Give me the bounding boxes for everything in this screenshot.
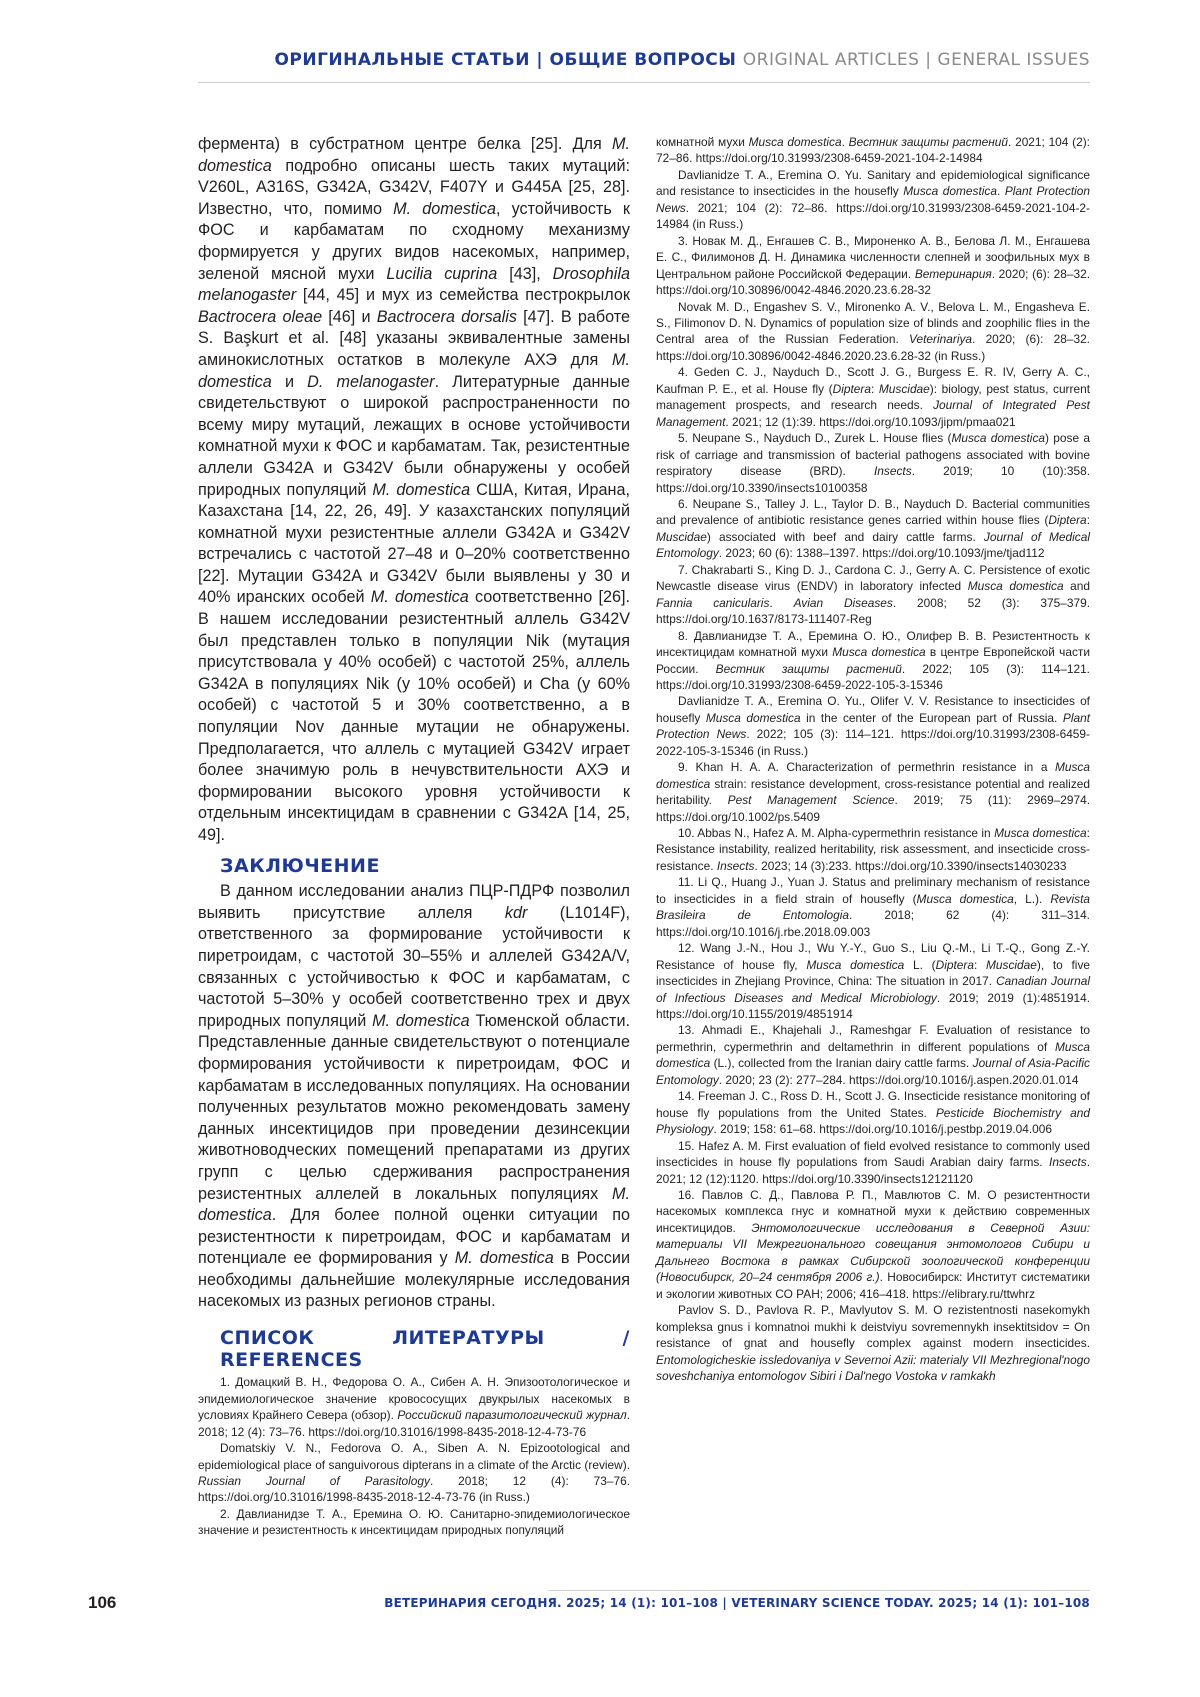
reference-entry: 11. Li Q., Huang J., Yuan J. Status and preliminary mechanism of resistance to insecticides in a field strain of housefly (Musca domestica, L.). Revista Brasileira de Entomologia. 2018; 62 (4): 311–314. https://doi.org/10.1016/j.rbe.2018.09.003 [656,874,1090,940]
reference-entry: 7. Chakrabarti S., King D. J., Cardona C. J., Gerry A. C. Persistence of exotic Newcastle disease virus (ENDV) in laboratory infected Musca domestica and Fannia canicularis. Avian Diseases. 2008; 52 (3): 375–379. https://doi.org/10.1637/8173-111407-Reg [656,562,1090,628]
header-divider [198,82,1090,83]
body-paragraph-conclusion: В данном исследовании анализ ПЦР-ПДРФ позволил выявить присутствие аллеля kdr (L1014F), ответственного за формирование устойчивости к пиретроидам, с частотой 30–55% и аллелей G342A/V, связанных с устойчивостью к ФОС и карбаматам, с частотой 5–30% у особей соответственно трех и двух природных популяций M. domestica Тюменской области. Представленные данные свидетельствуют о потенциале формирования устойчивости к пиретроидам, ФОС и карбаматам в исследованных популяциях. На основании полученных результатов можно рекомендовать замену данных инсектицидов при проведении дезинсекции животноводческих помещений препаратами из других групп с целью сдерживания распространения резистентных аллелей в локальных популяциях M. domestica. Для более полной оценки ситуации по резистентности к пиретроидам, ФОС и карбаматам и потенциале ее формирования у M. domestica в России необходимы дальнейшие молекулярные исследования насекомых из разных регионов страны. [198,881,630,1313]
right-column-references [656,134,1090,1384]
references-list-left [198,1374,630,1539]
reference-entry: 10. Abbas N., Hafez A. M. Alpha-cypermethrin resistance in Musca domestica: Resistance instability, realized heritability, risk assessment, and insecticide cross-resistance. Insects. 2023; 14 (3):233. https://doi.org/10.3390/insects14030233 [656,825,1090,874]
reference-entry: 2. Давлианидзе Т. А., Еремина О. Ю. Санитарно-эпидемиологическое значение и резистентность к инсектицидам природных популяций [198,1506,630,1539]
reference-entry: 3. Новак М. Д., Енгашев С. В., Мироненко А. В., Белова Л. М., Енгашева Е. С., Филимонов Д. Н. Динамика численности слепней и зоофильных мух в Центральном районе Российской Федерации. Ветеринария. 2020; (6): 28–32. https://doi.org/10.30896/0042-4846.2020.23.6.28-32 [656,233,1090,299]
reference-entry: 1. Домацкий В. Н., Федорова О. А., Сибен А. Н. Эпизоотологическое и эпидемиологическое значение кровососущих двукрылых насекомых в условиях Крайнего Севера (обзор). Российский паразитологический журнал. 2018; 12 (4): 73–76. https://doi.org/10.31016/1998-8435-2018-12-4-73-76 [198,1374,630,1440]
page-number: 106 [88,1593,116,1613]
reference-entry: 14. Freeman J. C., Ross D. H., Scott J. G. Insecticide resistance monitoring of house fly populations from the United States. Pesticide Biochemistry and Physiology. 2019; 158: 61–68. https://doi.org/10.1016/j.pestbp.2019.04.006 [656,1088,1090,1137]
left-column [198,134,630,1539]
footer-divider [548,1590,1090,1591]
conclusion-heading: ЗАКЛЮЧЕНИЕ [198,856,630,878]
reference-entry: 9. Khan H. A. A. Characterization of permethrin resistance in a Musca domestica strain: resistance development, cross-resistance potential and realized heritability. Pest Management Science. 2019; 75 (11): 2969–2974. https://doi.org/10.1002/ps.5409 [656,759,1090,825]
reference-entry: 6. Neupane S., Talley J. L., Taylor D. B., Nayduch D. Bacterial communities and prevalence of antibiotic resistance genes carried within house flies (Diptera: Muscidae) associated with beef and dairy cattle farms. Journal of Medical Entomology. 2023; 60 (6): 1388–1397. https://doi.org/10.1093/jme/tjad112 [656,496,1090,562]
reference-entry: 16. Павлов С. Д., Павлова Р. П., Мавлютов С. М. О резистентности насекомых комплекса гнус и комнатной мухи к действию современных инсектицидов. Энтомологические исследования в Северной Азии: материалы VII Межрегионального совещания энтомологов Сибири и Дальнего Востока в рамках Сибирской зоологической конференции (Новосибирск, 20–24 сентября 2006 г.). Новосибирск: Институт систематики и экологии животных СО РАН; 2006; 416–418. https://elibrary.ru/ttwhrz [656,1187,1090,1302]
header-section-ru: ОРИГИНАЛЬНЫЕ СТАТЬИ | ОБЩИЕ ВОПРОСЫ [274,50,736,70]
reference-entry: 8. Давлианидзе Т. А., Еремина О. Ю., Олифер В. В. Резистентность к инсектицидам комнатной мухи Musca domestica в центре Европейской части России. Вестник защиты растений. 2022; 105 (3): 114–121. https://doi.org/10.31993/2308-6459-2022-105-3-15346 [656,628,1090,694]
reference-entry: 13. Ahmadi E., Khajehali J., Rameshgar F. Evaluation of resistance to permethrin, cypermethrin and deltamethrin in different populations of Musca domestica (L.), collected from the Iranian dairy cattle farms. Journal of Asia-Pacific Entomology. 2020; 23 (2): 277–284. https://doi.org/10.1016/j.aspen.2020.01.014 [656,1022,1090,1088]
reference-entry: 4. Geden C. J., Nayduch D., Scott J. G., Burgess E. R. IV, Gerry A. C., Kaufman P. E., et al. House fly (Diptera: Muscidae): biology, pest status, current management prospects, and research needs. Journal of Integrated Pest Management. 2021; 12 (1):39. https://doi.org/10.1093/jipm/pmaa021 [656,364,1090,430]
reference-entry: Domatskiy V. N., Fedorova O. A., Siben A. N. Epizootological and epidemiological place of sanguivorous dipterans in a climate of the Arctic (review). Russian Journal of Parasitology. 2018; 12 (4): 73–76. https://doi.org/10.31016/1998-8435-2018-12-4-73-76 (in Russ.) [198,1440,630,1506]
reference-entry: 15. Hafez A. M. First evaluation of field evolved resistance to commonly used insecticides in house fly populations from Saudi Arabian dairy farms. Insects. 2021; 12 (12):1120. https://doi.org/10.3390/insects12121120 [656,1138,1090,1187]
reference-entry: Novak M. D., Engashev S. V., Mironenko A. V., Belova L. M., Engasheva E. S., Filimonov D. N. Dynamics of population size of blinds and zoophilic flies in the Central area of the Russian Federation. Veterinariya. 2020; (6): 28–32. https://doi.org/10.30896/0042-4846.2020.23.6.28-32 (in Russ.) [656,299,1090,365]
reference-entry: Davlianidze T. A., Eremina O. Yu. Sanitary and epidemiological significance and resistance to insecticides in the housefly Musca domestica. Plant Protection News. 2021; 104 (2): 72–86. https://doi.org/10.31993/2308-6459-2021-104-2-14984 (in Russ.) [656,167,1090,233]
reference-entry: комнатной мухи Musca domestica. Вестник защиты растений. 2021; 104 (2): 72–86. https://doi.org/10.31993/2308-6459-2021-104-2-14984 [656,134,1090,167]
reference-entry: 5. Neupane S., Nayduch D., Zurek L. House flies (Musca domestica) pose a risk of carriage and transmission of bacterial pathogens associated with bovine respiratory disease (BRD). Insects. 2019; 10 (10):358. https://doi.org/10.3390/insects10100358 [656,430,1090,496]
reference-entry: Davlianidze T. A., Eremina O. Yu., Olifer V. V. Resistance to insecticides of housefly Musca domestica in the center of the European part of Russia. Plant Protection News. 2022; 105 (3): 114–121. https://doi.org/10.31993/2308-6459-2022-105-3-15346 (in Russ.) [656,693,1090,759]
journal-citation-footer: ВЕТЕРИНАРИЯ СЕГОДНЯ. 2025; 14 (1): 101–108 | VETERINARY SCIENCE TODAY. 2025; 14 (1): 101–108 [384,1596,1090,1610]
references-heading: СПИСОК ЛИТЕРАТУРЫ / REFERENCES [198,1328,630,1371]
body-paragraph-discussion: фермента) в субстратном центре белка [25]. Для M. domestica подробно описаны шесть таких мутаций: V260L, A316S, G342A, G342V, F407Y и G445A [25, 28]. Известно, что, помимо M. domestica, устойчивость к ФОС и карбаматам по сходному механизму формируется у других видов насекомых, например, зеленой мясной мухи Lucilia cuprina [43], Drosophila melanogaster [44, 45] и мух из семейства пестрокрылок Bactrocera oleae [46] и Bactrocera dorsalis [47]. В работе S. Başkurt et al. [48] указаны эквивалентные замены аминокислотных остатков в молекуле АХЭ для M. domestica и D. melanogaster. Литературные данные свидетельствуют о широкой распространенности по всему миру мутаций, лежащих в основе устойчивости комнатной мухи к ФОС и карбаматам. Так, резистентные аллели G342A и G342V были обнаружены у особей природных популяций M. domestica США, Китая, Ирана, Казахстана [14, 22, 26, 49]. У казахстанских популяций комнатной мухи резистентные аллели G342A и G342V встречались с частотой 27–48 и 0–20% соответственно [22]. Мутации G342A и G342V были выявлены у 30 и 40% иранских особей M. domestica соответственно [26]. В нашем исследовании резистентный аллель G342V был представлен только в популяции Nik (мутация присутствовала у 40% особей) с частотой 25%, аллель G342A в популяциях Nik (у 10% особей) и Cha (у 60% особей) с частотой 5 и 30% соответственно, а в популяции Nov данные мутации не обнаружены. Предполагается, что аллель с мутацией G342V играет более значимую роль в нечувствительности АХЭ и формировании высокого уровня устойчивости к отдельным инсектицидам в сравнении с G342A [14, 25, 49]. [198,134,630,847]
reference-entry: Pavlov S. D., Pavlova R. P., Mavlyutov S. M. O rezistentnosti nasekomykh kompleksa gnus i komnatnoi mukhi k deistviyu sovremennykh insektitsidov = On resistance of gnat and housefly complex against modern insecticides. Entomologicheskie issledovaniya v Severnoi Azii: materialy VII Mezhregional'nogo soveshchaniya entomologov Sibiri i Dal'nego Vostoka v ramkakh [656,1302,1090,1384]
header-section-en: ORIGINAL ARTICLES | GENERAL ISSUES [743,50,1090,70]
reference-entry: 12. Wang J.-N., Hou J., Wu Y.-Y., Guo S., Liu Q.-M., Li T.-Q., Gong Z.-Y. Resistance of house fly, Musca domestica L. (Diptera: Muscidae), to five insecticides in Zhejiang Province, China: The situation in 2017. Canadian Journal of Infectious Diseases and Medical Microbiology. 2019; 2019 (1):4851914. https://doi.org/10.1155/2019/4851914 [656,940,1090,1022]
running-header [190,50,1090,70]
